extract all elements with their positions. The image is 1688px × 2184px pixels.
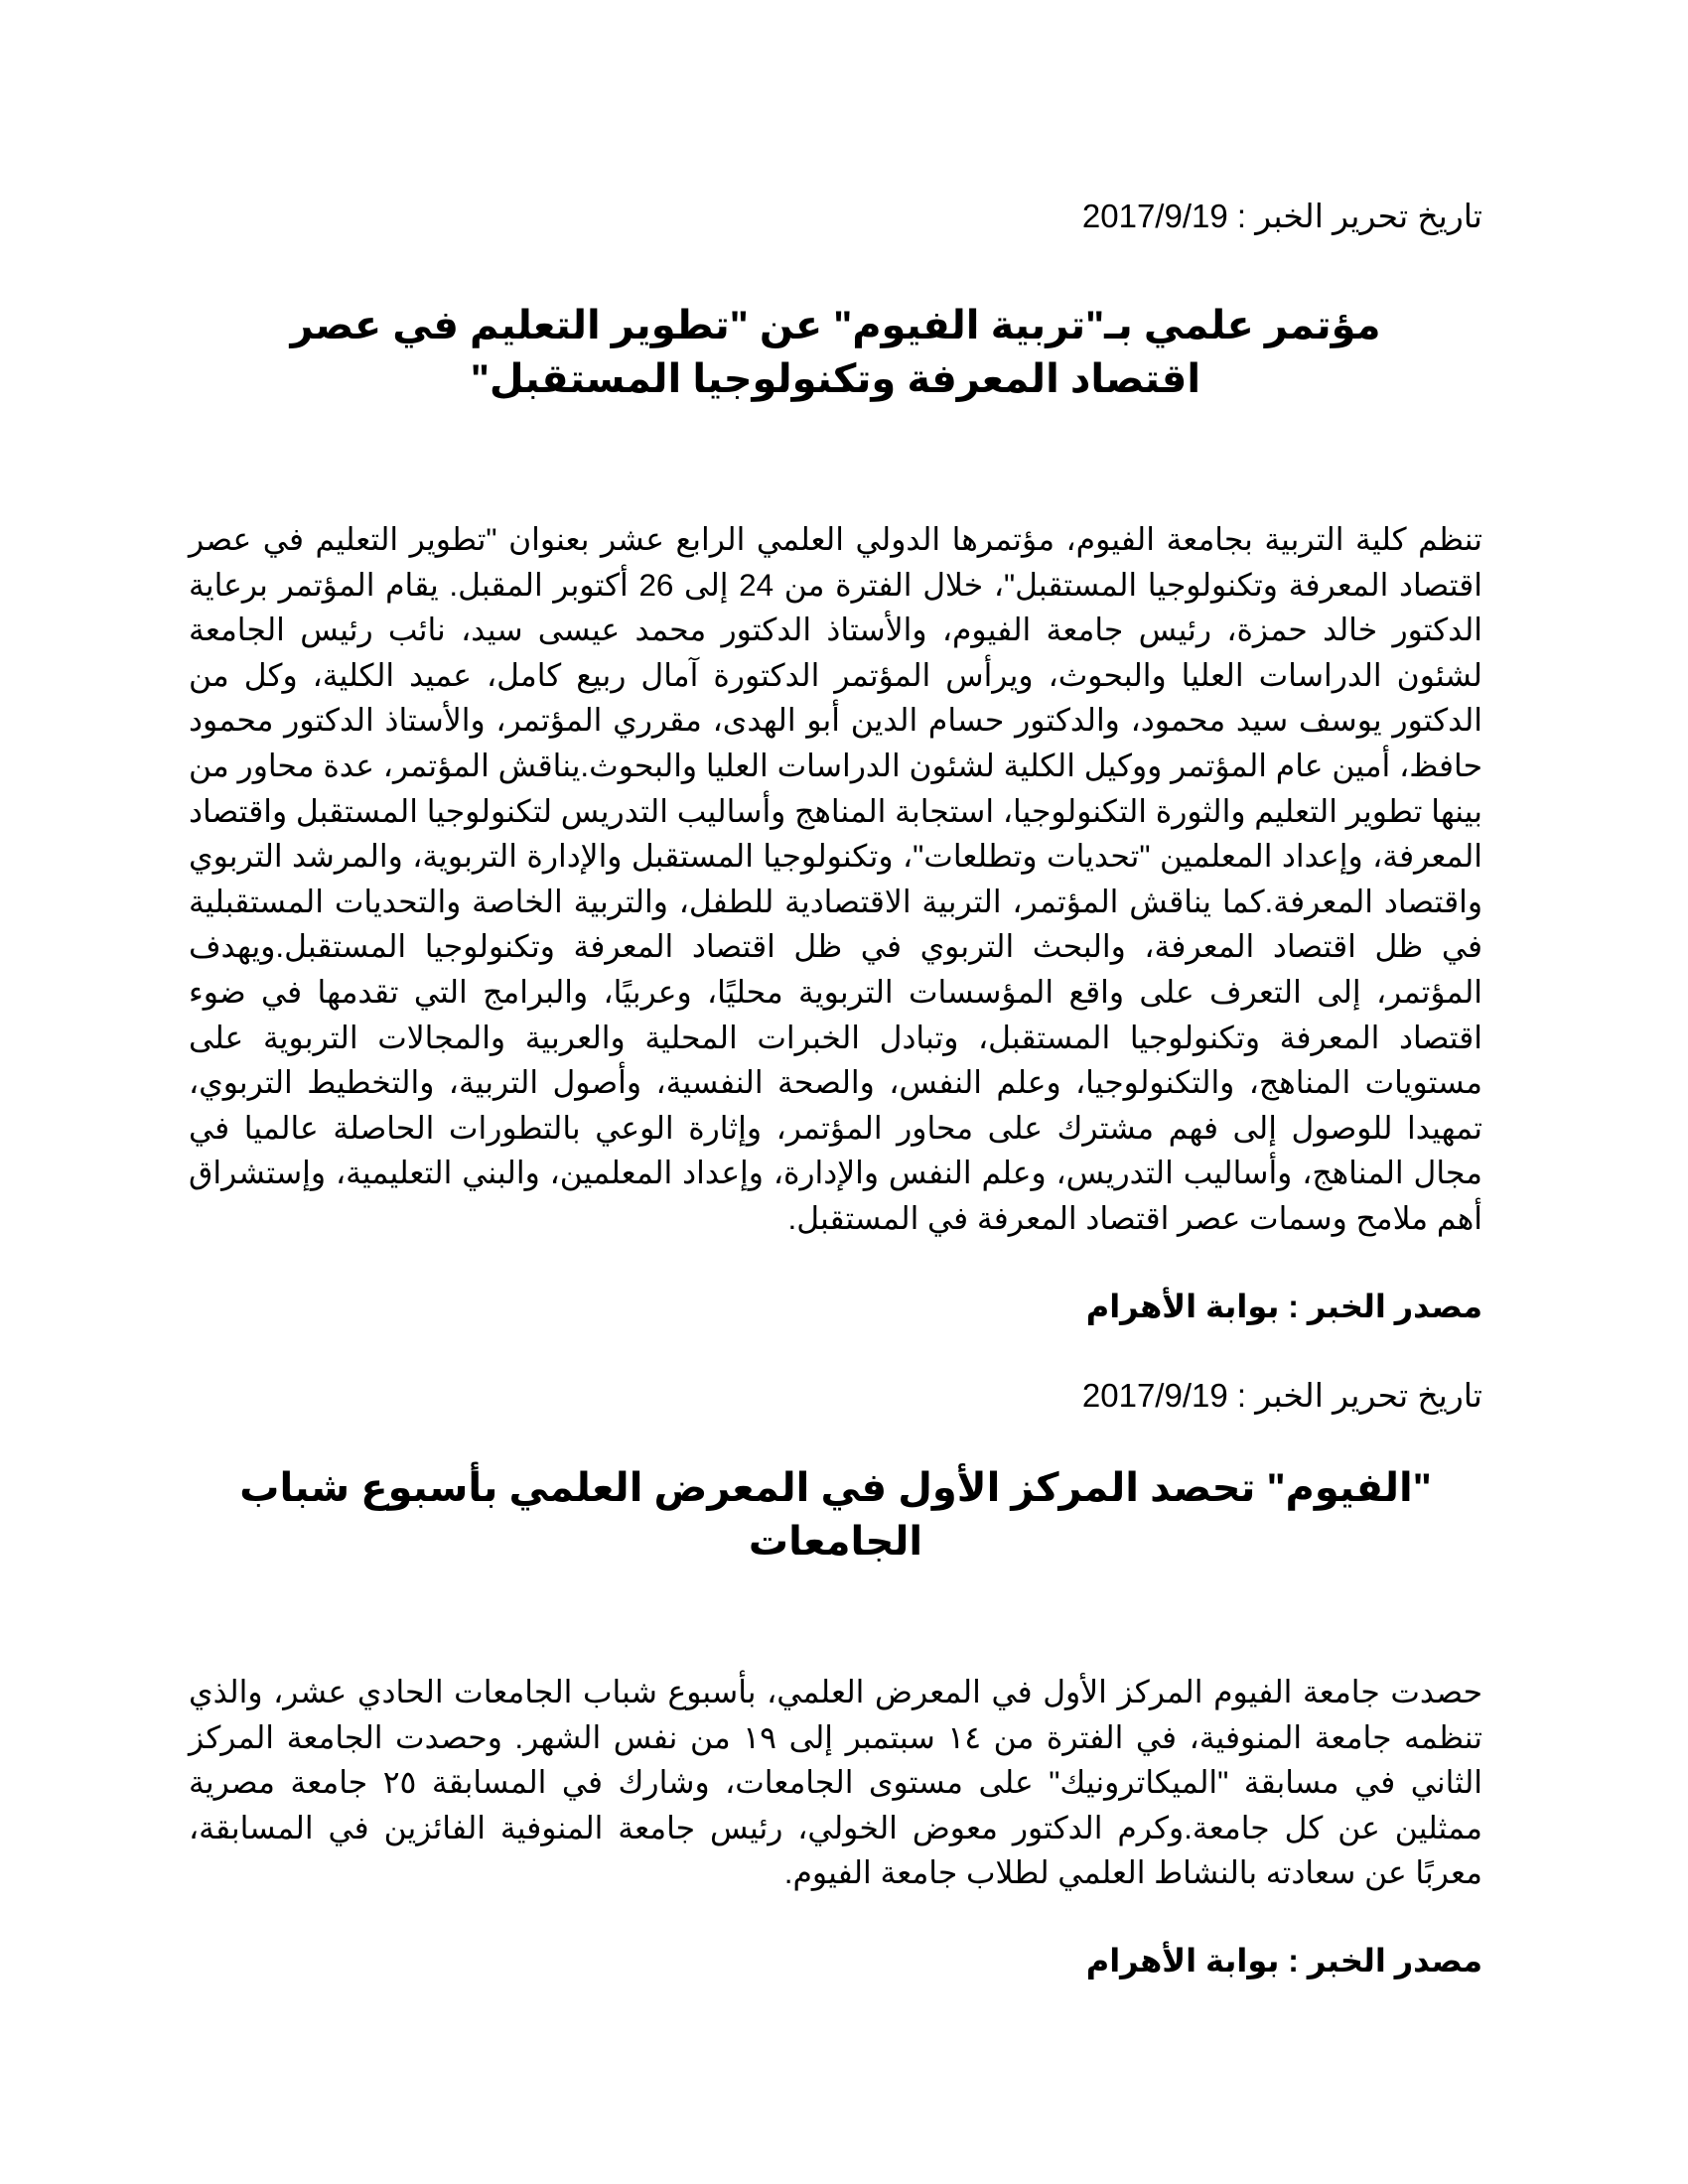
source-value: بوابة الأهرام [1085, 1288, 1280, 1324]
article-headline: مؤتمر علمي بـ"تربية الفيوم" عن "تطوير التعليم في عصر اقتصاد المعرفة وتكنولوجيا المستقبل" [290, 304, 1381, 401]
edit-date-line [189, 194, 1482, 239]
edit-date-value: 2017/9/19 [1081, 198, 1228, 234]
source-label: مصدر الخبر : [1288, 1288, 1482, 1324]
source-label: مصدر الخبر : [1288, 1942, 1482, 1979]
edit-date-value: 2017/9/19 [1081, 1376, 1228, 1414]
article-body: حصدت جامعة الفيوم المركز الأول في المعرض العلمي، بأسبوع شباب الجامعات الحادي عشر، والذي تنظمه جامعة المنوفية، في الفترة من ١٤ سبتمبر إلى ١٩ من نفس الشهر. وحصدت الجامعة المركز الثاني في مسابقة "الميكاترونيك" على مستوى الجامعات، وشارك في المسابقة ٢٥ جامعة مصرية ممثلين عن كل جامعة.وكرم الدكتور معوض الخولي، رئيس جامعة المنوفية الفائزين في المسابقة، معربًا عن سعادته بالنشاط العلمي لطلاب جامعة الفيوم. [189, 1675, 1482, 1891]
article-headline: "الفيوم" تحصد المركز الأول في المعرض العلمي بأسبوع شباب الجامعات [239, 1466, 1432, 1564]
news-article [189, 1398, 1482, 1983]
source-value: بوابة الأهرام [1085, 1942, 1280, 1979]
source-line [189, 1284, 1482, 1329]
article-body: تنظم كلية التربية بجامعة الفيوم، مؤتمرها الدولي العلمي الرابع عشر بعنوان "تطوير التعليم في عصر اقتصاد المعرفة وتكنولوجيا المستقبل"، خلال الفترة من 24 إلى 26 أكتوبر المقبل. يقام المؤتمر برعاية الدكتور خالد حمزة، رئيس جامعة الفيوم، والأستاذ الدكتور محمد عيسى سيد، نائب رئيس الجامعة لشئون الدراسات العليا والبحوث، ويرأس المؤتمر الدكتورة آمال ربيع كامل، عميد الكلية، وكل من الدكتور يوسف سيد محمود، والدكتور حسام الدين أبو الهدى، مقرري المؤتمر، والأستاذ الدكتور محمود حافظ، أمين عام المؤتمر ووكيل الكلية لشئون الدراسات العليا والبحوث.يناقش المؤتمر، عدة محاور من بينها تطوير التعليم والثورة التكنولوجيا، استجابة المناهج وأساليب التدريس لتكنولوجيا المستقبل واقتصاد المعرفة، وإعداد المعلمين "تحديات وتطلعات"، وتكنولوجيا المستقبل والإدارة التربوية، والمرشد التربوي واقتصاد المعرفة.كما يناقش المؤتمر، التربية الاقتصادية للطفل، والتربية الخاصة والتحديات المستقبلية في ظل اقتصاد المعرفة، والبحث التربوي في ظل اقتصاد المعرفة وتكنولوجيا المستقبل.ويهدف المؤتمر، إلى التعرف على واقع المؤسسات التربوية محليًا، وعربيًا، والبرامج التي تقدمها في ضوء اقتصاد المعرفة وتكنولوجيا المستقبل، وتبادل الخبرات المحلية والعربية والمجالات التربوية على مستويات المناهج، والتكنولوجيا، وعلم النفس، والصحة النفسية، وأصول التربية، والتخطيط التربوي، تمهيدا للوصول إلى فهم مشترك على محاور المؤتمر، وإثارة الوعي بالتطورات الحاصلة عالميا في مجال المناهج، وأساليب التدريس، وعلم النفس والإدارة، وإعداد المعلمين، والبني التعليمية، وإستشراق أهم ملامح وسمات عصر اقتصاد المعرفة في المستقبل. [189, 522, 1482, 1236]
source-line [189, 1938, 1482, 1983]
edit-date-label: تاريخ تحرير الخبر : [1236, 1376, 1482, 1414]
edit-date-label: تاريخ تحرير الخبر : [1236, 198, 1482, 234]
news-article [189, 194, 1482, 1419]
